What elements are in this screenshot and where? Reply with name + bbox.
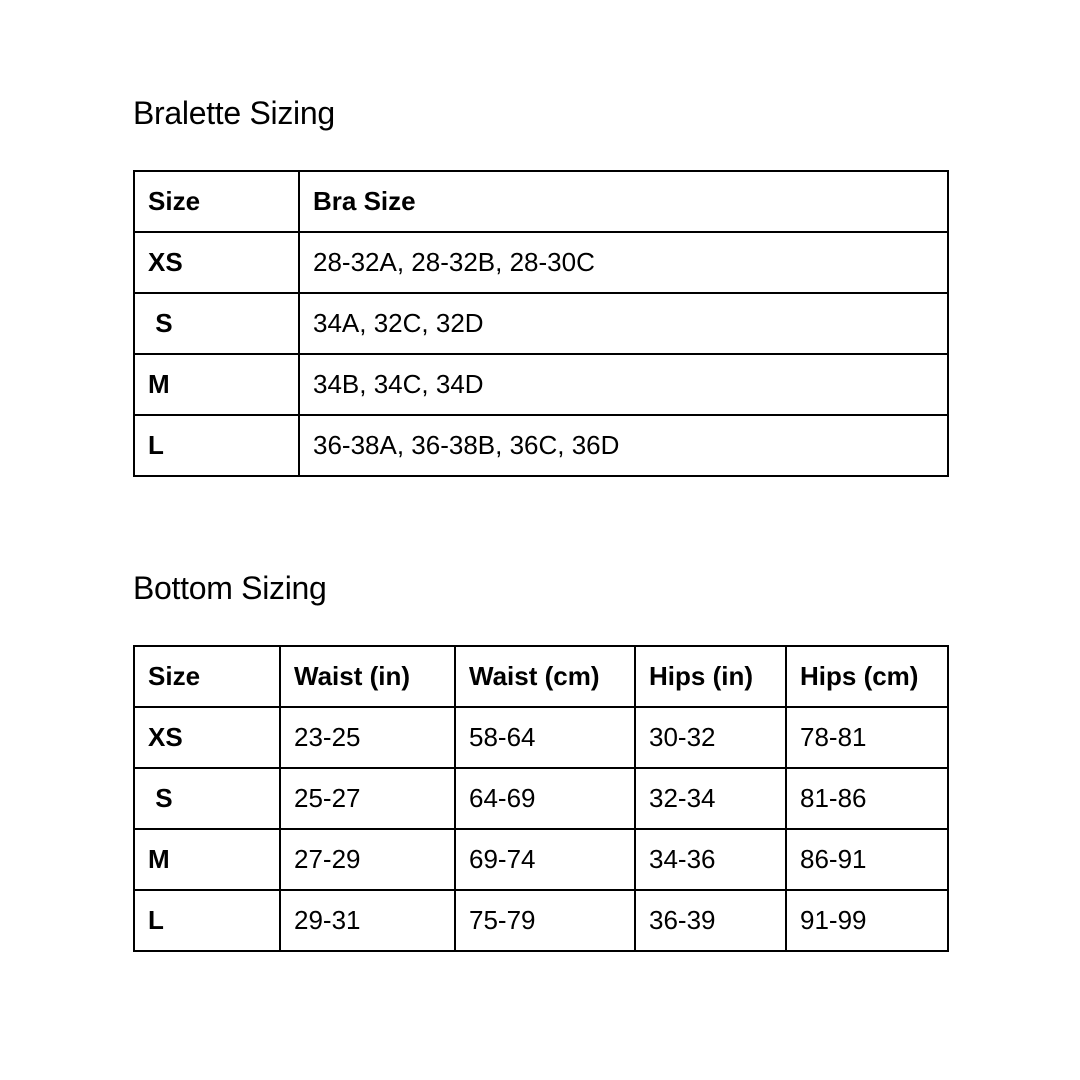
table-row <box>134 707 948 768</box>
table-row <box>134 293 948 354</box>
table-row <box>134 829 948 890</box>
column-header-size: Size <box>134 646 280 707</box>
size-cell: S <box>134 293 299 354</box>
size-cell: XS <box>134 232 299 293</box>
hips-in-cell: 34-36 <box>635 829 786 890</box>
waist-in-cell: 25-27 <box>280 768 455 829</box>
bra-size-cell: 36-38A, 36-38B, 36C, 36D <box>299 415 948 476</box>
column-header-size: Size <box>134 171 299 232</box>
table-row <box>134 890 948 951</box>
size-cell: S <box>134 768 280 829</box>
column-header-hips-in: Hips (in) <box>635 646 786 707</box>
waist-cm-cell: 75-79 <box>455 890 635 951</box>
hips-cm-cell: 78-81 <box>786 707 948 768</box>
hips-cm-cell: 81-86 <box>786 768 948 829</box>
size-cell: L <box>134 415 299 476</box>
size-cell: L <box>134 890 280 951</box>
waist-cm-cell: 69-74 <box>455 829 635 890</box>
size-cell: XS <box>134 707 280 768</box>
table-row <box>134 768 948 829</box>
waist-in-cell: 23-25 <box>280 707 455 768</box>
size-cell: M <box>134 354 299 415</box>
bralette-sizing-title: Bralette Sizing <box>133 95 335 131</box>
column-header-bra-size: Bra Size <box>299 171 948 232</box>
column-header-waist-in: Waist (in) <box>280 646 455 707</box>
waist-in-cell: 29-31 <box>280 890 455 951</box>
waist-cm-cell: 58-64 <box>455 707 635 768</box>
bra-size-cell: 34A, 32C, 32D <box>299 293 948 354</box>
table-header-row <box>134 646 948 707</box>
table-row <box>134 415 948 476</box>
bottom-sizing-table <box>133 645 949 952</box>
hips-cm-cell: 86-91 <box>786 829 948 890</box>
hips-cm-cell: 91-99 <box>786 890 948 951</box>
column-header-waist-cm: Waist (cm) <box>455 646 635 707</box>
bralette-sizing-table <box>133 170 949 477</box>
bra-size-cell: 28-32A, 28-32B, 28-30C <box>299 232 948 293</box>
table-row <box>134 354 948 415</box>
waist-in-cell: 27-29 <box>280 829 455 890</box>
table-row <box>134 232 948 293</box>
column-header-hips-cm: Hips (cm) <box>786 646 948 707</box>
bra-size-cell: 34B, 34C, 34D <box>299 354 948 415</box>
bottom-sizing-title: Bottom Sizing <box>133 570 327 606</box>
hips-in-cell: 36-39 <box>635 890 786 951</box>
size-cell: M <box>134 829 280 890</box>
hips-in-cell: 30-32 <box>635 707 786 768</box>
table-header-row <box>134 171 948 232</box>
hips-in-cell: 32-34 <box>635 768 786 829</box>
waist-cm-cell: 64-69 <box>455 768 635 829</box>
